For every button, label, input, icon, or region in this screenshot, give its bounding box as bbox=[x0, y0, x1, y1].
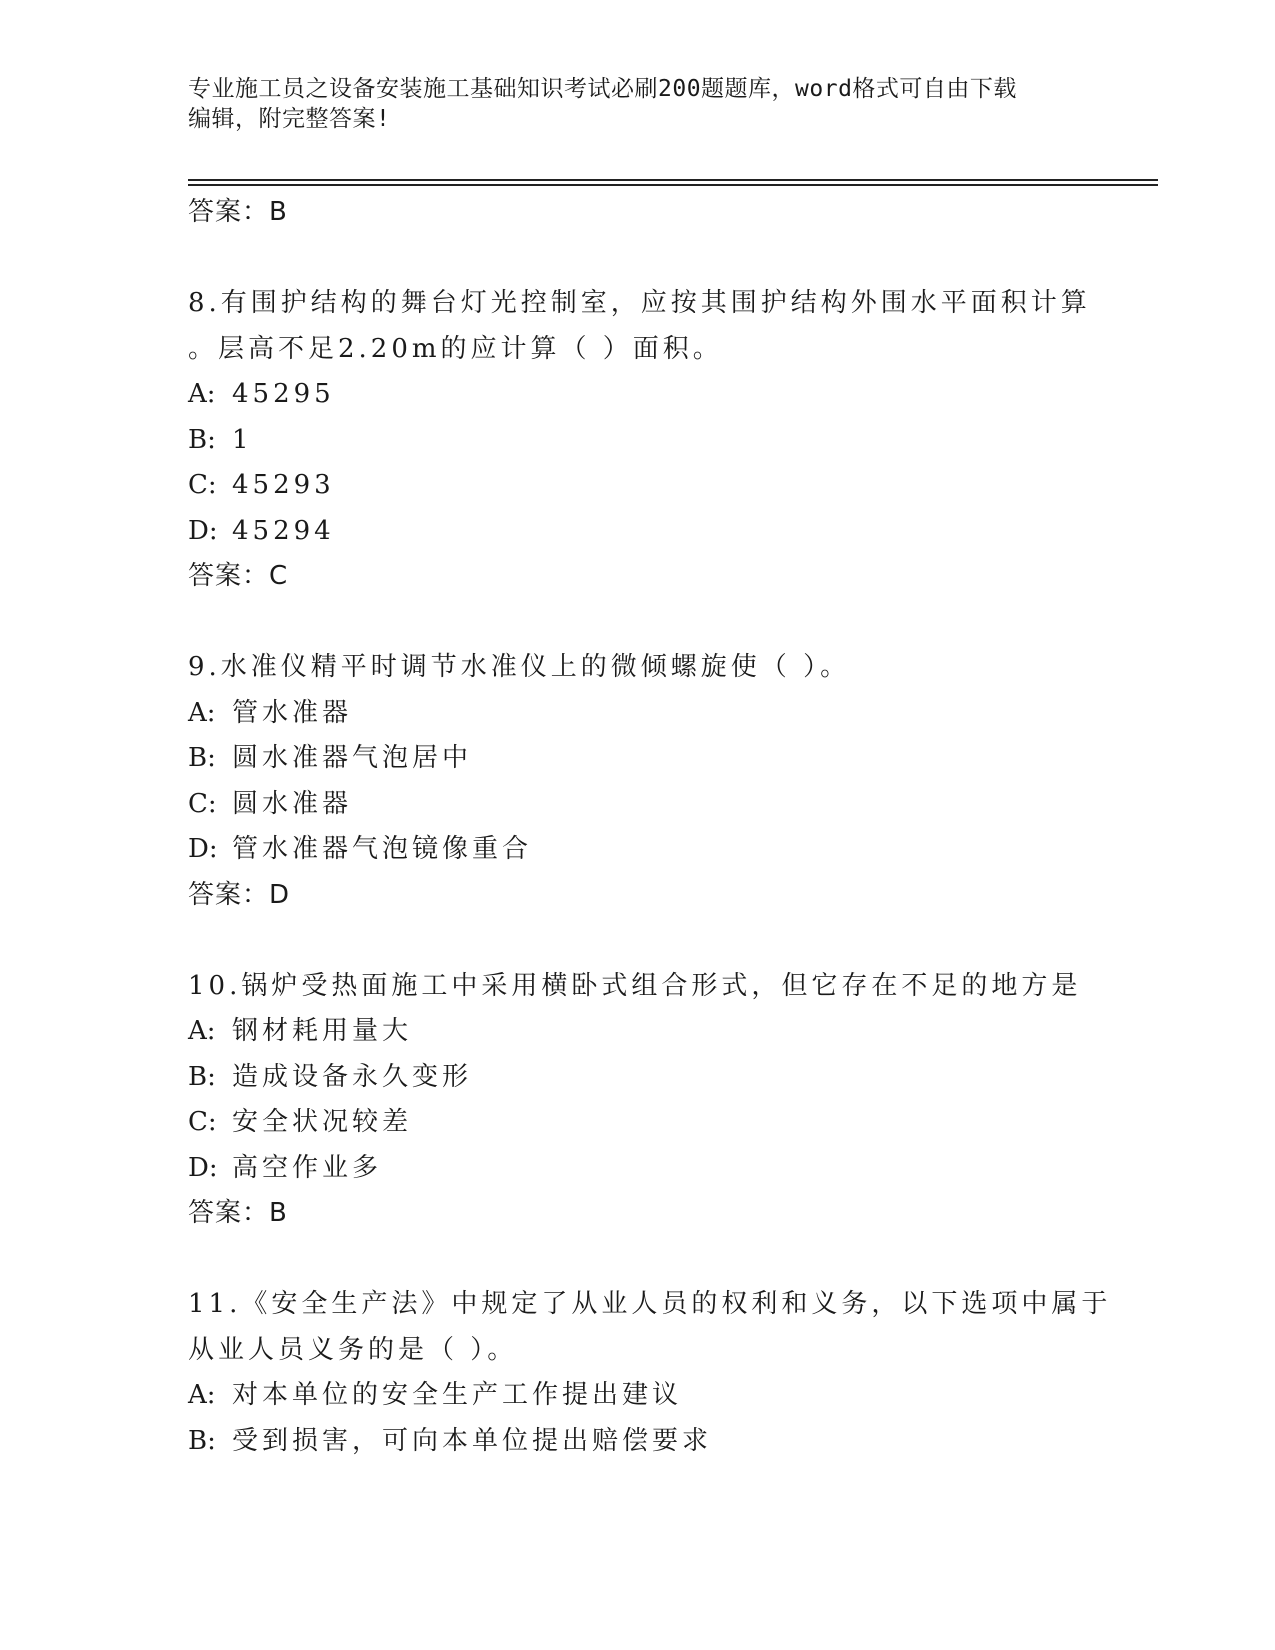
option-b bbox=[188, 736, 1088, 782]
option-key: A: bbox=[188, 697, 216, 728]
question-stem: 从业人员义务的是（ ）。 bbox=[188, 1334, 518, 1365]
option-key: A: bbox=[188, 1380, 216, 1410]
question-block bbox=[188, 964, 1088, 1237]
option-a bbox=[188, 691, 1088, 737]
option-d bbox=[188, 1146, 1088, 1192]
option-text: 钢材耗用量大 bbox=[232, 1016, 413, 1046]
header-divider-top bbox=[188, 179, 1158, 181]
option-text: 对本单位的安全生产工作提出建议 bbox=[232, 1380, 683, 1410]
option-d bbox=[188, 827, 1088, 873]
option-b bbox=[188, 1055, 1088, 1101]
option-key: A: bbox=[188, 379, 216, 409]
option-a bbox=[188, 1373, 1088, 1419]
header-line-1: 专业施工员之设备安装施工基础知识考试必刷200题题库，word格式可自由下载 bbox=[188, 76, 1017, 102]
option-key: B: bbox=[188, 424, 216, 455]
option-key: B: bbox=[188, 1061, 216, 1092]
question-block bbox=[188, 1282, 1112, 1464]
answer-line: 答案：C bbox=[188, 561, 289, 591]
option-a bbox=[188, 372, 1088, 418]
option-text: 45294 bbox=[232, 515, 335, 546]
option-key: C: bbox=[188, 788, 217, 819]
option-text: 圆水准器气泡居中 bbox=[232, 743, 473, 773]
option-key: A: bbox=[188, 1016, 216, 1046]
option-key: C: bbox=[188, 1107, 217, 1137]
option-text: 1 bbox=[232, 424, 253, 455]
header-divider-bottom bbox=[188, 184, 1158, 186]
option-d bbox=[188, 509, 1088, 555]
option-text: 高空作业多 bbox=[232, 1152, 383, 1183]
option-c bbox=[188, 1100, 1088, 1146]
option-key: D: bbox=[188, 515, 218, 546]
question-stem: 10.锅炉受热面施工中采用横卧式组合形式，但它存在不足的地方是 bbox=[188, 970, 1082, 1001]
option-key: D: bbox=[188, 834, 218, 864]
question-stem: 9.水准仪精平时调节水准仪上的微倾螺旋使（ ）。 bbox=[188, 652, 851, 682]
question-list bbox=[188, 190, 1112, 1464]
question-stem: 。层高不足2.20m的应计算（ ）面积。 bbox=[188, 333, 723, 364]
option-text: 安全状况较差 bbox=[232, 1107, 413, 1137]
option-key: C: bbox=[188, 470, 217, 500]
option-text: 受到损害，可向本单位提出赔偿要求 bbox=[232, 1425, 713, 1456]
option-key: B: bbox=[188, 1425, 216, 1456]
option-c bbox=[188, 782, 1088, 828]
question-stem: 8.有围护结构的舞台灯光控制室，应按其围护结构外围水平面积计算 bbox=[188, 288, 1091, 318]
header-line-2: 编辑，附完整答案! bbox=[188, 106, 391, 132]
option-text: 管水准器 bbox=[232, 697, 353, 728]
question-block bbox=[188, 645, 1088, 918]
option-text: 造成设备永久变形 bbox=[232, 1061, 473, 1092]
answer-line: 答案：B bbox=[188, 197, 288, 227]
question-block bbox=[188, 281, 1091, 600]
option-key: D: bbox=[188, 1152, 218, 1183]
option-b bbox=[188, 1419, 1088, 1465]
option-a bbox=[188, 1009, 1088, 1055]
option-text: 45295 bbox=[232, 379, 335, 409]
option-b bbox=[188, 418, 1088, 464]
option-c bbox=[188, 463, 1088, 509]
option-text: 管水准器气泡镜像重合 bbox=[232, 834, 533, 864]
option-text: 45293 bbox=[232, 470, 335, 500]
document-header bbox=[188, 74, 1088, 134]
answer-line: 答案：D bbox=[188, 879, 291, 910]
option-key: B: bbox=[188, 743, 216, 773]
option-text: 圆水准器 bbox=[232, 788, 353, 819]
question-stem: 11.《安全生产法》中规定了从业人员的权利和义务，以下选项中属于 bbox=[188, 1289, 1112, 1319]
answer-line: 答案：B bbox=[188, 1198, 288, 1228]
